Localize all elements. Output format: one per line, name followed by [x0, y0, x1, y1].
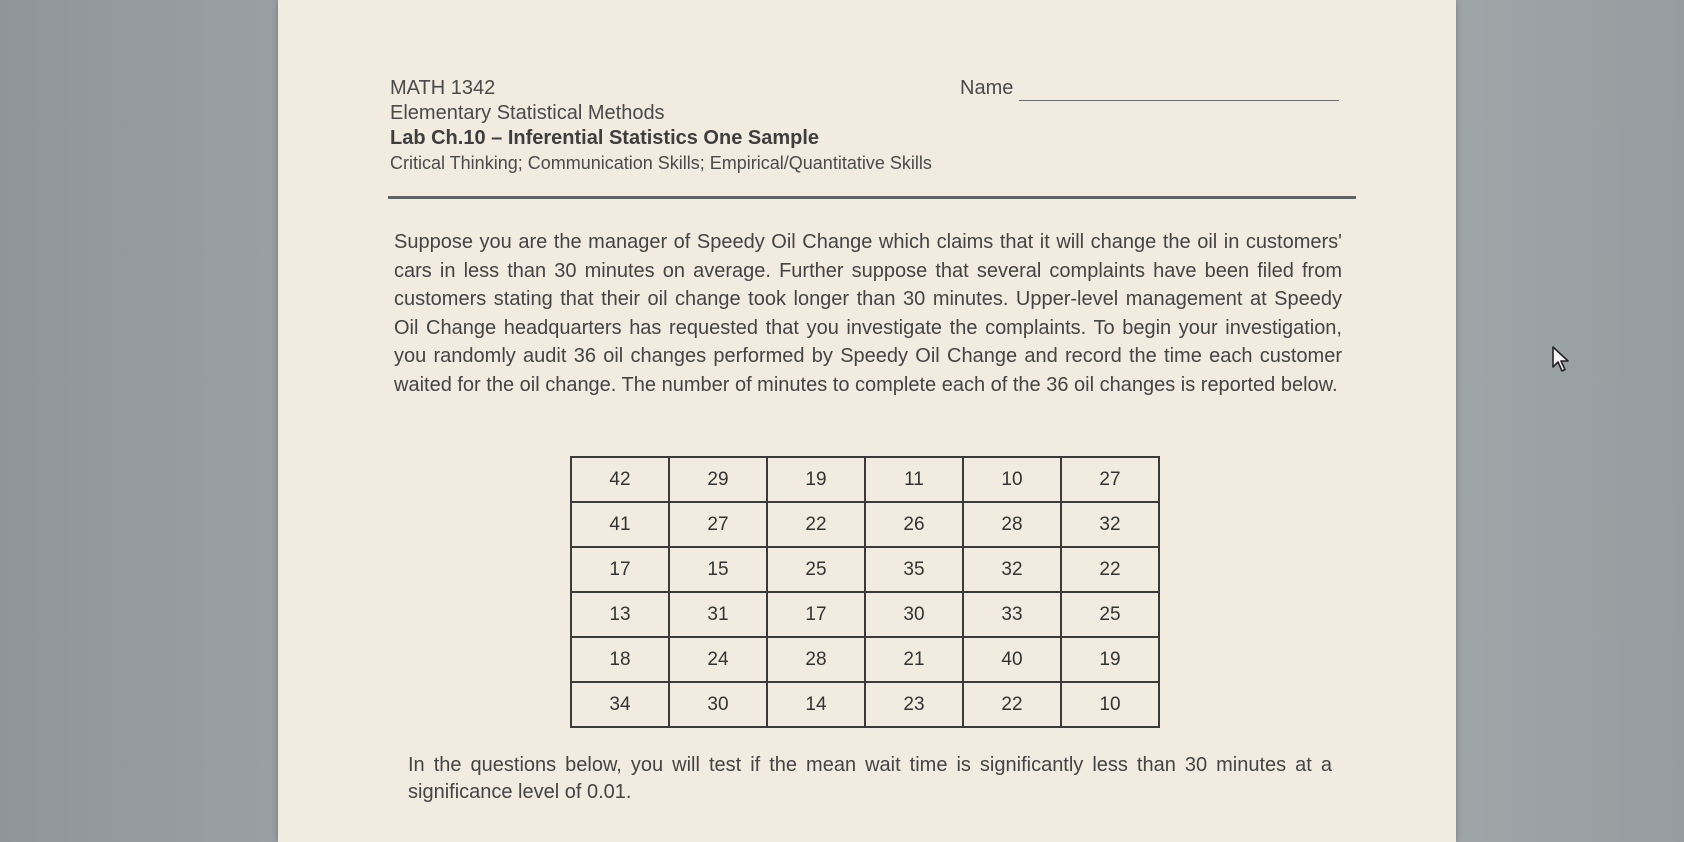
table-cell: 28 [963, 502, 1061, 547]
table-cell: 30 [669, 682, 767, 727]
table-cell: 22 [963, 682, 1061, 727]
table-cell: 41 [571, 502, 669, 547]
skills-line: Critical Thinking; Communication Skills; Empirical/Quantitative Skills [390, 153, 932, 173]
course-code: MATH 1342 [390, 77, 496, 99]
table-cell: 10 [963, 457, 1061, 502]
table-cell: 28 [767, 637, 865, 682]
table-cell: 13 [571, 592, 669, 637]
table-cell: 11 [865, 457, 963, 502]
lab-title: Lab Ch.10 – Inferential Statistics One Sample [390, 127, 820, 149]
table-cell: 21 [865, 637, 963, 682]
table-cell: 32 [1061, 502, 1159, 547]
table-row [571, 457, 1159, 502]
table-cell: 31 [669, 592, 767, 637]
table-cell: 15 [669, 547, 767, 592]
table-cell: 27 [669, 502, 767, 547]
question-intro: In the questions below, you will test if the mean wait time is significantly less than 30 minutes at a significance level of 0.01. [408, 754, 1332, 803]
mouse-pointer-icon [1551, 345, 1571, 373]
table-cell: 40 [963, 637, 1061, 682]
table-cell: 24 [669, 637, 767, 682]
table-cell: 33 [963, 592, 1061, 637]
header-divider [388, 196, 1356, 199]
table-row [571, 502, 1159, 547]
worksheet-header [390, 76, 1358, 175]
table-cell: 19 [1061, 637, 1159, 682]
table-cell: 27 [1061, 457, 1159, 502]
table-cell: 25 [1061, 592, 1159, 637]
table-cell: 17 [571, 547, 669, 592]
table-cell: 19 [767, 457, 865, 502]
course-name: Elementary Statistical Methods [390, 102, 665, 124]
table-cell: 17 [767, 592, 865, 637]
name-label: Name [960, 77, 1014, 99]
name-field [960, 76, 1339, 101]
table-row [571, 547, 1159, 592]
table-cell: 34 [571, 682, 669, 727]
table-cell: 35 [865, 547, 963, 592]
table-row [571, 637, 1159, 682]
table-row [571, 682, 1159, 727]
table-cell: 22 [767, 502, 865, 547]
table-cell: 18 [571, 637, 669, 682]
table-cell: 22 [1061, 547, 1159, 592]
table-cell: 42 [571, 457, 669, 502]
table-cell: 10 [1061, 682, 1159, 727]
oil-change-times-table [570, 456, 1160, 728]
table-row [571, 592, 1159, 637]
table-cell: 32 [963, 547, 1061, 592]
table-cell: 25 [767, 547, 865, 592]
problem-paragraph: Suppose you are the manager of Speedy Oil Change which claims that it will change the oil in customers' cars in less than 30 minutes on average. Further suppose that several complaints have been filed from customers stating that their oil change took longer than 30 minutes. Upper-level management at Speedy Oil Change headquarters has requested that you investigate the complaints. To begin your investigation, you randomly audit 36 oil changes performed by Speedy Oil Change and record the time each customer waited for the oil change. The number of minutes to complete each of the 36 oil changes is reported below. [394, 231, 1342, 396]
table-cell: 30 [865, 592, 963, 637]
table-cell: 14 [767, 682, 865, 727]
name-blank-line [1019, 80, 1339, 101]
table-cell: 29 [669, 457, 767, 502]
table-cell: 26 [865, 502, 963, 547]
table-cell: 23 [865, 682, 963, 727]
worksheet-page [278, 0, 1456, 842]
